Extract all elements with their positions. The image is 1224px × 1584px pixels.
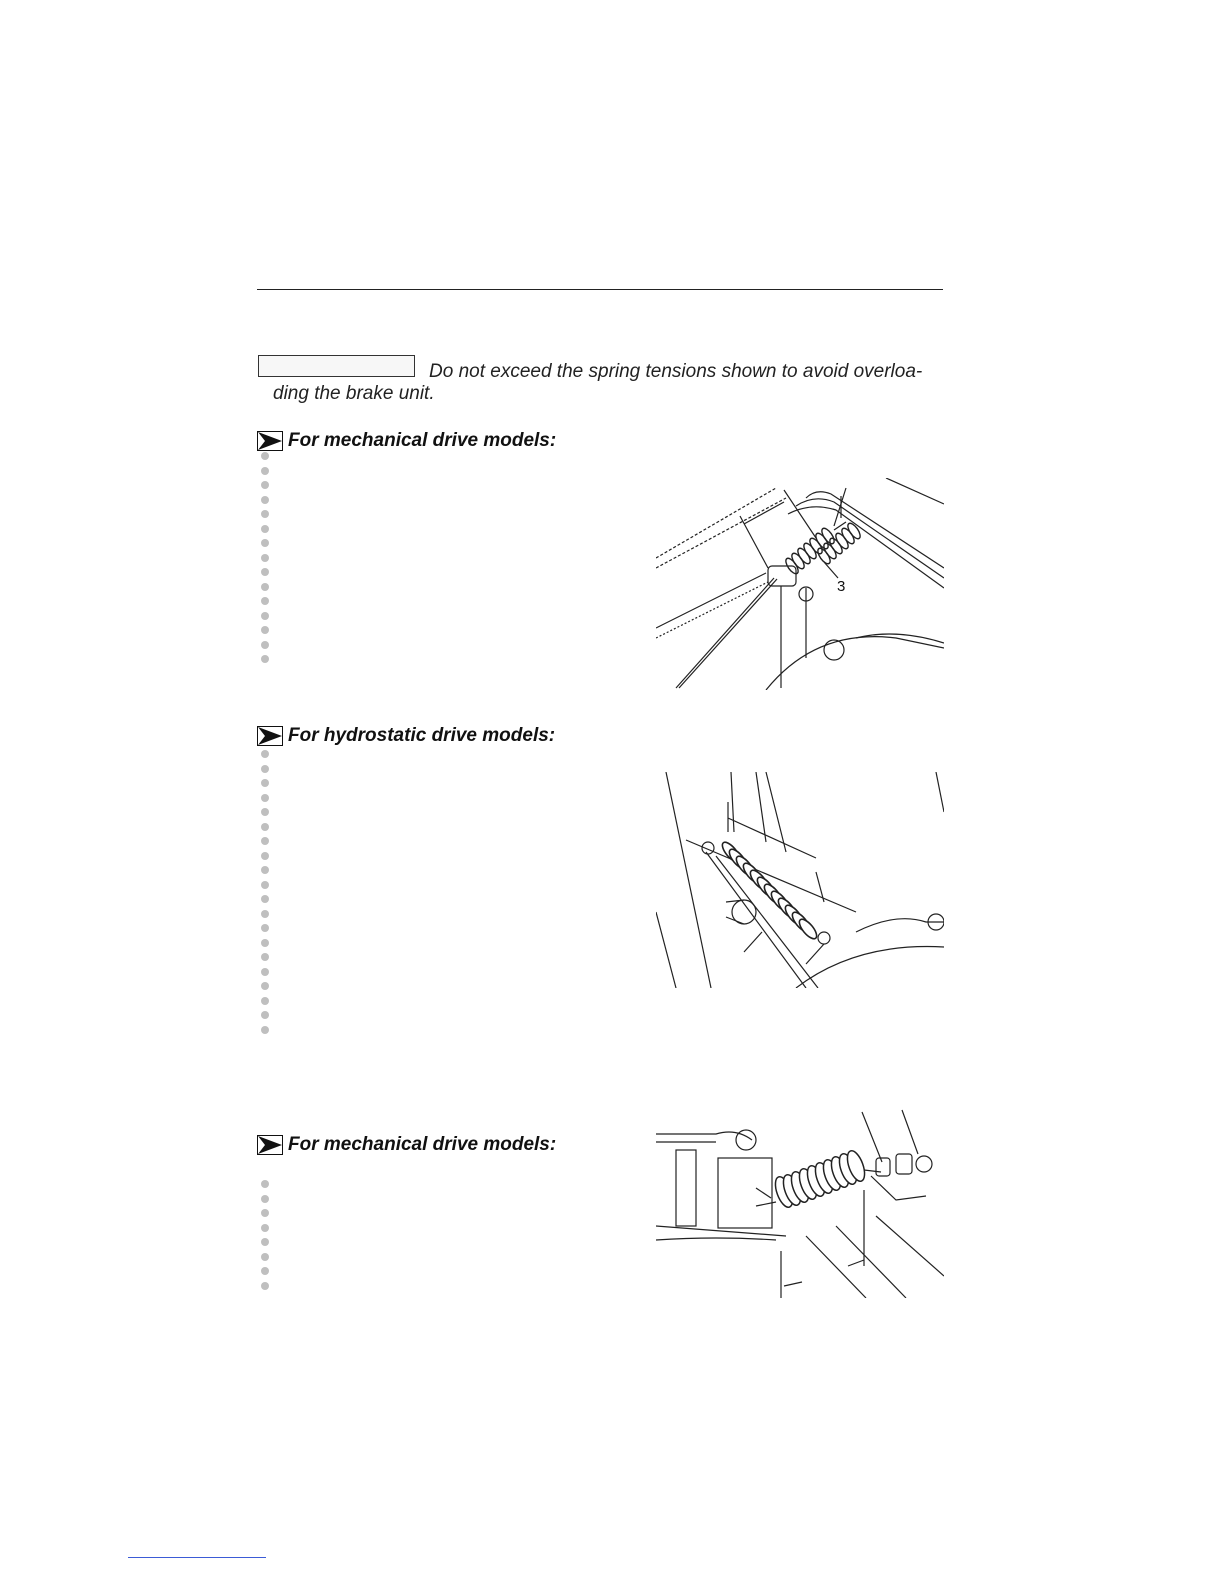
section-heading-hydrostatic (257, 724, 555, 748)
header-rule (257, 289, 943, 290)
section-heading-mechanical-1 (257, 429, 556, 453)
footer-link-line (128, 1557, 266, 1558)
arrow-right-icon (257, 431, 283, 451)
section-heading-mechanical-2 (257, 1133, 556, 1157)
dotted-margin-3 (261, 1180, 269, 1296)
figure-mechanical-spring-1 (656, 478, 944, 690)
figure-mechanical-spring-2 (656, 1106, 944, 1298)
section-heading-text: For mechanical drive models: (288, 430, 557, 451)
arrow-right-icon (257, 1135, 283, 1155)
dotted-margin-2 (261, 750, 269, 1040)
dotted-margin-1 (261, 452, 269, 670)
arrow-right-icon (257, 726, 283, 746)
section-heading-text: For hydrostatic drive models: (288, 725, 556, 746)
callout-label-3: 3 (837, 578, 846, 595)
notice-text: Do not exceed the spring tensions shown to avoid overloa-ding the brake unit. (273, 361, 923, 404)
figure-hydrostatic-spring (656, 772, 944, 988)
section-heading-text: For mechanical drive models: (288, 1134, 557, 1155)
